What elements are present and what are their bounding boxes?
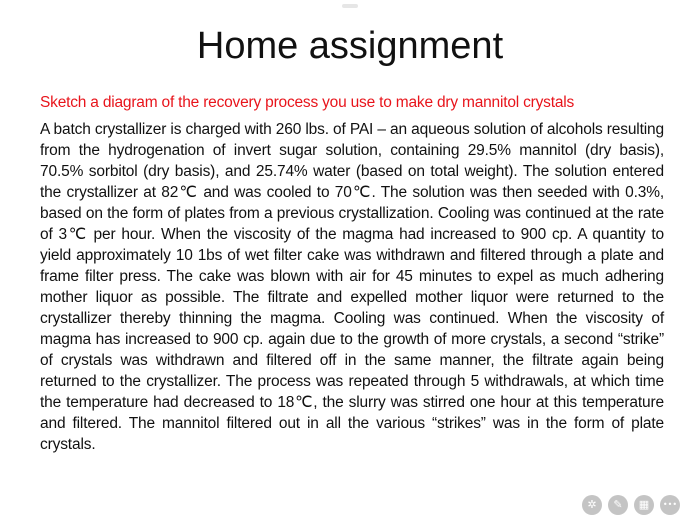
body-paragraph: A batch crystallizer is charged with 260 lbs. of PAI – an aqueous solution of alcohols resulting from the hydrogenation of invert sugar solution, containing 29.5% mannitol (dry basis), 70.5% sorbitol (dry basis), and 25.74% water (based on total weight). The solution entered the crystallizer at 82℃ and was cooled to 70℃. The solution was then seeded with 0.3%, based on the form of plates from a previous crystallization. Cooling was continued at the rate of 3℃ per hour. When the viscosity of the magma had increased to 900 cp. A quantity to yield approximately 10 1bs of wet filter cake was withdrawn and filtered through a plate and frame filter press. The cake was blown with air for 45 minutes to expel as much adhering mother liquor as possible. The filtrate and expelled mother liquor were returned to the crystallizer thereby thinning the magma. Cooling was continued. When the viscosity of magma has increased to 900 cp. again due to the growth of more crystals, a second “strike” of crystals was withdrawn and filtered off in the same manner, the filtrate again being returned to the crystallizer. The process was repeated through 5 withdrawals, at which time the temperature had decreased to 18℃, the slurry was stirred one hour at this temperature and filtered. The mannitol filtered out in all the various “strikes” was in the form of plate crystals. [40, 121, 664, 453]
subtitle: Sketch a diagram of the recovery process you use to make dry mannitol crystals [40, 94, 575, 111]
page-title: Home assignment [196, 25, 504, 67]
presentation-controls [582, 495, 680, 515]
grid-icon[interactable]: ▦ [634, 495, 654, 515]
pointer-icon[interactable]: ✲ [582, 495, 602, 515]
more-icon[interactable]: ••• [660, 495, 680, 515]
pen-icon[interactable]: ✎ [608, 495, 628, 515]
drag-handle[interactable] [342, 4, 358, 8]
